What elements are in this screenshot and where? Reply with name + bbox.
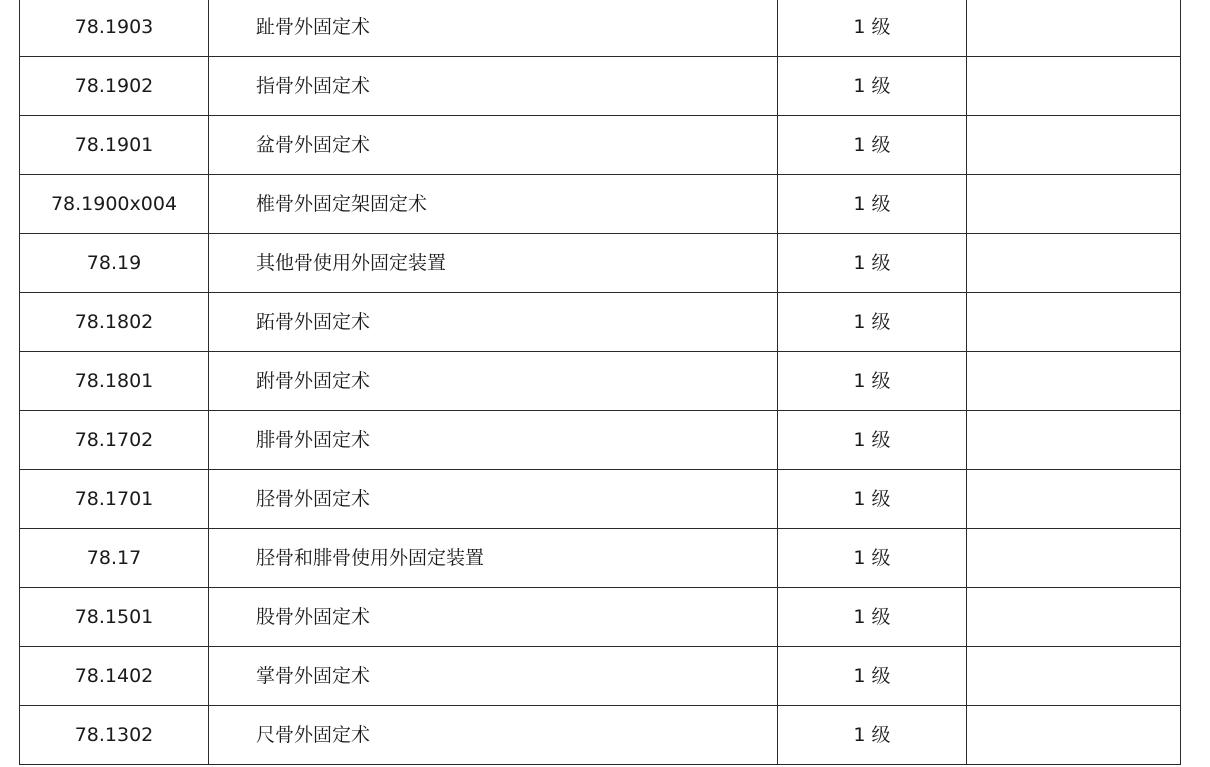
procedure-note xyxy=(967,57,1181,116)
procedure-code: 78.1801 xyxy=(20,352,209,411)
procedure-code: 78.1501 xyxy=(20,588,209,647)
table-row xyxy=(20,706,1181,765)
procedure-code: 78.1702 xyxy=(20,411,209,470)
table-row xyxy=(20,57,1181,116)
procedure-note xyxy=(967,529,1181,588)
table-row xyxy=(20,352,1181,411)
procedure-name: 跗骨外固定术 xyxy=(209,352,778,411)
table-row xyxy=(20,175,1181,234)
procedure-name: 掌骨外固定术 xyxy=(209,647,778,706)
procedure-note xyxy=(967,116,1181,175)
procedure-name: 胫骨外固定术 xyxy=(209,470,778,529)
procedure-name: 其他骨使用外固定装置 xyxy=(209,234,778,293)
procedure-name: 胫骨和腓骨使用外固定装置 xyxy=(209,529,778,588)
procedure-note xyxy=(967,706,1181,765)
procedure-name: 盆骨外固定术 xyxy=(209,116,778,175)
procedure-level: 1 级 xyxy=(778,647,967,706)
procedure-name: 尺骨外固定术 xyxy=(209,706,778,765)
procedure-note xyxy=(967,411,1181,470)
procedure-code: 78.1900x004 xyxy=(20,175,209,234)
table-row xyxy=(20,411,1181,470)
table-row xyxy=(20,0,1181,57)
procedure-code: 78.1302 xyxy=(20,706,209,765)
procedure-note xyxy=(967,234,1181,293)
procedure-name: 指骨外固定术 xyxy=(209,57,778,116)
procedure-name: 股骨外固定术 xyxy=(209,588,778,647)
procedure-level: 1 级 xyxy=(778,57,967,116)
table-row xyxy=(20,529,1181,588)
table-row xyxy=(20,293,1181,352)
procedure-level: 1 级 xyxy=(778,116,967,175)
procedure-note xyxy=(967,470,1181,529)
procedure-level: 1 级 xyxy=(778,706,967,765)
procedure-name: 跖骨外固定术 xyxy=(209,293,778,352)
procedure-level: 1 级 xyxy=(778,588,967,647)
procedure-code: 78.1903 xyxy=(20,0,209,57)
procedure-note xyxy=(967,293,1181,352)
procedure-code: 78.19 xyxy=(20,234,209,293)
procedure-name: 趾骨外固定术 xyxy=(209,0,778,57)
table-row xyxy=(20,234,1181,293)
procedure-note xyxy=(967,352,1181,411)
procedure-table xyxy=(19,0,1181,765)
procedure-level: 1 级 xyxy=(778,529,967,588)
procedure-level: 1 级 xyxy=(778,0,967,57)
table-row xyxy=(20,470,1181,529)
procedure-level: 1 级 xyxy=(778,352,967,411)
procedure-level: 1 级 xyxy=(778,411,967,470)
procedure-code: 78.1701 xyxy=(20,470,209,529)
procedure-code: 78.1902 xyxy=(20,57,209,116)
table-row xyxy=(20,116,1181,175)
procedure-note xyxy=(967,175,1181,234)
table-row xyxy=(20,647,1181,706)
procedure-code: 78.1901 xyxy=(20,116,209,175)
procedure-code: 78.1802 xyxy=(20,293,209,352)
procedure-code: 78.1402 xyxy=(20,647,209,706)
procedure-level: 1 级 xyxy=(778,234,967,293)
procedure-note xyxy=(967,647,1181,706)
table-row xyxy=(20,588,1181,647)
procedure-name: 腓骨外固定术 xyxy=(209,411,778,470)
procedure-level: 1 级 xyxy=(778,175,967,234)
procedure-level: 1 级 xyxy=(778,293,967,352)
procedure-note xyxy=(967,588,1181,647)
procedure-table-page xyxy=(19,0,1180,765)
procedure-note xyxy=(967,0,1181,57)
procedure-code: 78.17 xyxy=(20,529,209,588)
procedure-level: 1 级 xyxy=(778,470,967,529)
procedure-name: 椎骨外固定架固定术 xyxy=(209,175,778,234)
